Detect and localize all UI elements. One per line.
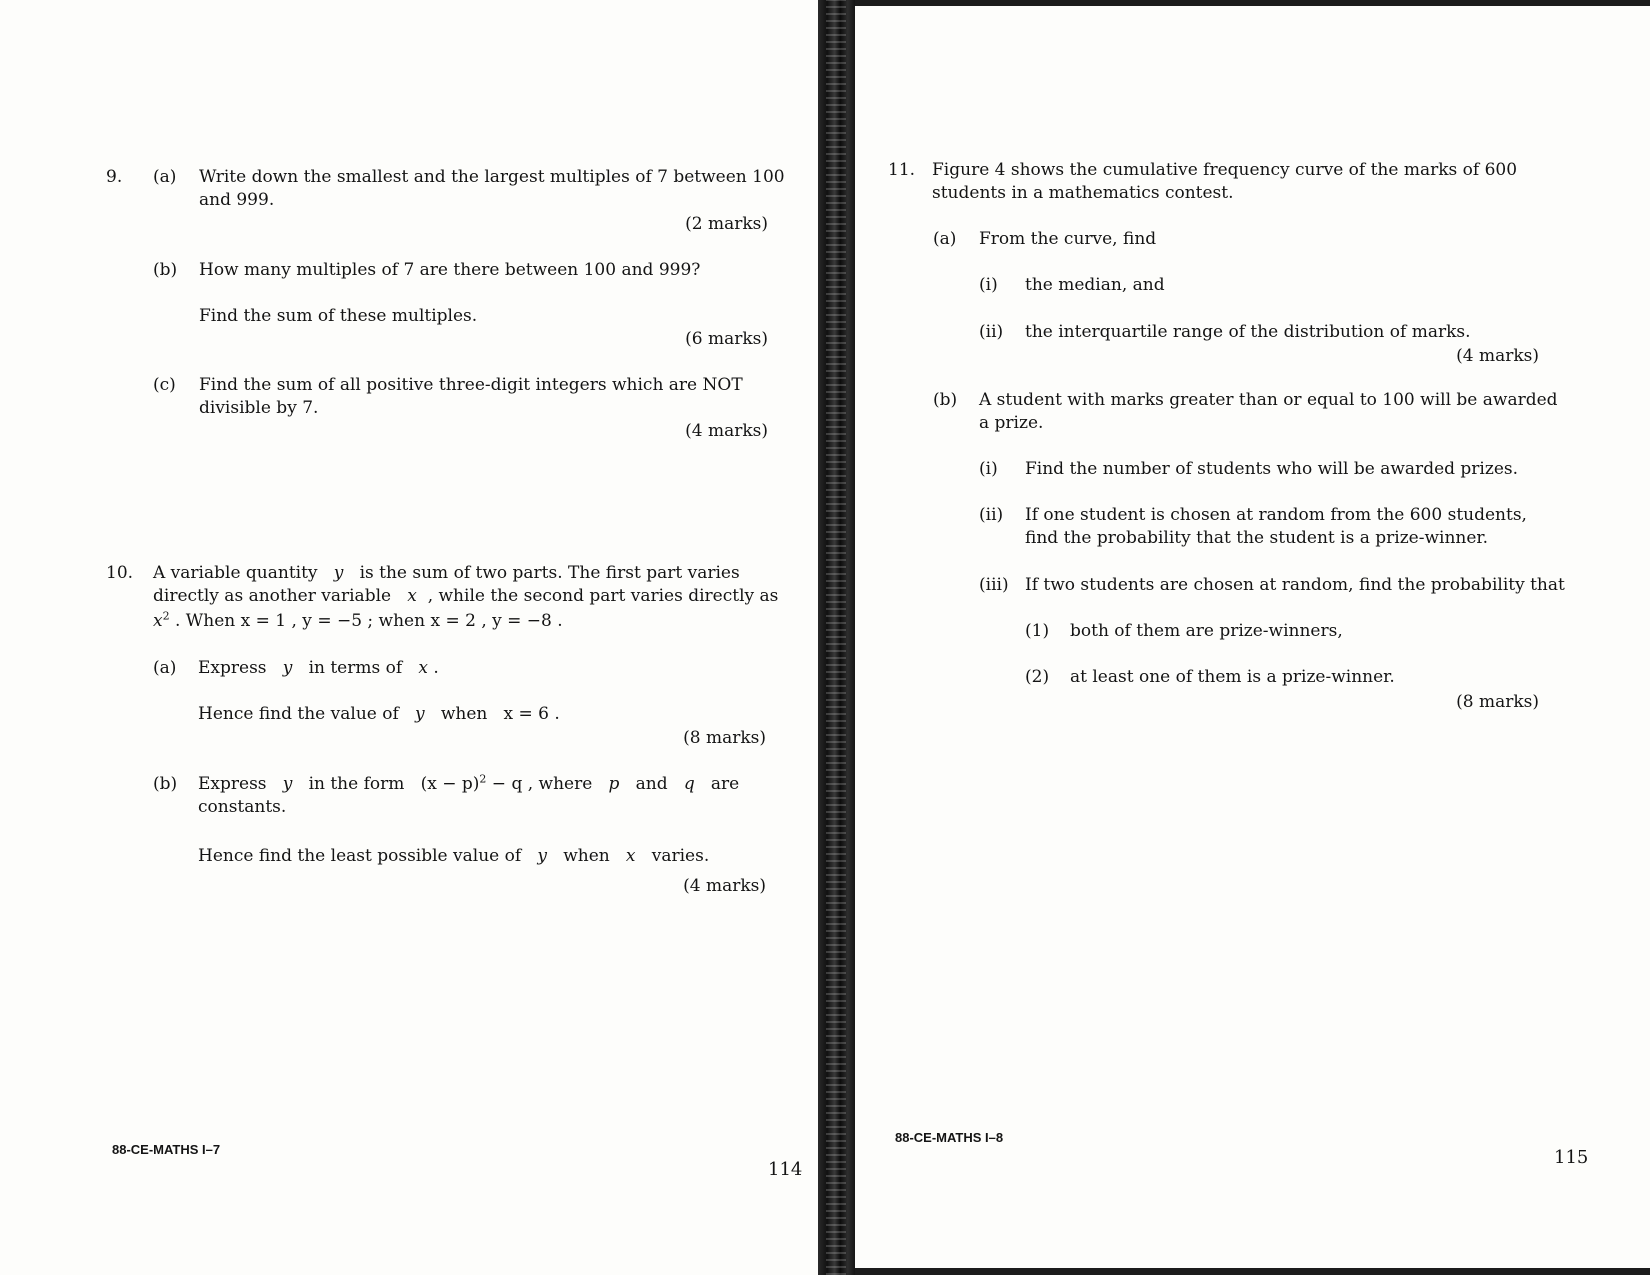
q11b-ii-line2: find the probability that the student is a prize-winner. bbox=[1025, 528, 1489, 548]
q10b-line2: constants. bbox=[198, 797, 287, 817]
q11b-i-text: Find the number of students who will be awarded prizes. bbox=[1025, 459, 1519, 479]
q9b-marks: (6 marks) bbox=[685, 329, 768, 349]
q11-intro-line1: Figure 4 shows the cumulative frequency curve of the marks of 600 bbox=[932, 160, 1518, 180]
q9c-label: (c) bbox=[153, 375, 176, 395]
q9a-line1: Write down the smallest and the largest multiples of 7 between 100 bbox=[199, 167, 785, 187]
q11b-iii-2-label: (2) bbox=[1025, 667, 1050, 687]
q9a-line2: and 999. bbox=[199, 190, 275, 210]
q9a-marks: (2 marks) bbox=[685, 214, 768, 234]
q9a-label: (a) bbox=[153, 167, 177, 187]
left-footer-code: 88-CE-MATHS I–7 bbox=[112, 1142, 221, 1157]
right-footer-code: 88-CE-MATHS I–8 bbox=[895, 1130, 1004, 1145]
q9c-line2: divisible by 7. bbox=[199, 398, 319, 418]
q11b-line1: A student with marks greater than or equal to 100 will be awarded bbox=[979, 390, 1558, 410]
q11b-label: (b) bbox=[933, 390, 958, 410]
right-page bbox=[855, 6, 1650, 1268]
q11b-line2: a prize. bbox=[979, 413, 1044, 433]
q11a-ii-text: the interquartile range of the distribution of marks. bbox=[1025, 322, 1471, 342]
q11a-i-text: the median, and bbox=[1025, 275, 1165, 295]
q11b-iii-text: If two students are chosen at random, find the probability that bbox=[1025, 575, 1565, 595]
q11a-label: (a) bbox=[933, 229, 957, 249]
q11a-text: From the curve, find bbox=[979, 229, 1157, 249]
q10-intro-line2: directly as another variable x , while the second part varies directly as bbox=[153, 586, 779, 606]
q10a-line2: Hence find the value of y when x = 6 . bbox=[198, 704, 560, 724]
q9b-line2: Find the sum of these multiples. bbox=[199, 306, 478, 326]
spine-texture bbox=[826, 0, 846, 1275]
left-page-number: 114 bbox=[768, 1159, 803, 1180]
q10-number: 10. bbox=[106, 563, 134, 583]
q10a-label: (a) bbox=[153, 658, 177, 678]
q10b-line1: Express y in the form $(x - p)^2 - q$ , where p and q are bbox=[198, 772, 740, 794]
q10b-line3: Hence find the least possible value of y when x varies. bbox=[198, 846, 710, 866]
q11-intro-line2: students in a mathematics contest. bbox=[932, 183, 1234, 203]
q9b-label: (b) bbox=[153, 260, 178, 280]
q9b-line1: How many multiples of 7 are there between 100 and 999? bbox=[199, 260, 701, 280]
q11a-i-label: (i) bbox=[979, 275, 998, 295]
q10b-label: (b) bbox=[153, 774, 178, 794]
q11b-i-label: (i) bbox=[979, 459, 998, 479]
q10-intro-line1: A variable quantity y is the sum of two parts. The first part varies bbox=[153, 563, 740, 583]
q11a-marks: (4 marks) bbox=[1456, 346, 1539, 366]
right-page-number: 115 bbox=[1554, 1147, 1589, 1168]
q10b-marks: (4 marks) bbox=[683, 876, 766, 896]
q11a-ii-label: (ii) bbox=[979, 322, 1004, 342]
q9-number: 9. bbox=[106, 167, 123, 187]
q9c-line1: Find the sum of all positive three-digit integers which are NOT bbox=[199, 375, 743, 395]
left-page bbox=[0, 0, 818, 1275]
q9c-marks: (4 marks) bbox=[685, 421, 768, 441]
q11b-ii-line1: If one student is chosen at random from the 600 students, bbox=[1025, 505, 1527, 525]
q11b-iii-1-label: (1) bbox=[1025, 621, 1050, 641]
q10a-marks: (8 marks) bbox=[683, 728, 766, 748]
q11b-marks: (8 marks) bbox=[1456, 692, 1539, 712]
q11b-ii-label: (ii) bbox=[979, 505, 1004, 525]
q11b-iii-2-text: at least one of them is a prize-winner. bbox=[1070, 667, 1395, 687]
q11-number: 11. bbox=[888, 160, 916, 180]
q11b-iii-1-text: both of them are prize-winners, bbox=[1070, 621, 1343, 641]
q10-intro-line3: $x^2$ . When x = 1 , y = −5 ; when x = 2 , y = −8 . bbox=[153, 609, 563, 631]
q11b-iii-label: (iii) bbox=[979, 575, 1009, 595]
q10a-line1: Express y in terms of x . bbox=[198, 658, 439, 678]
